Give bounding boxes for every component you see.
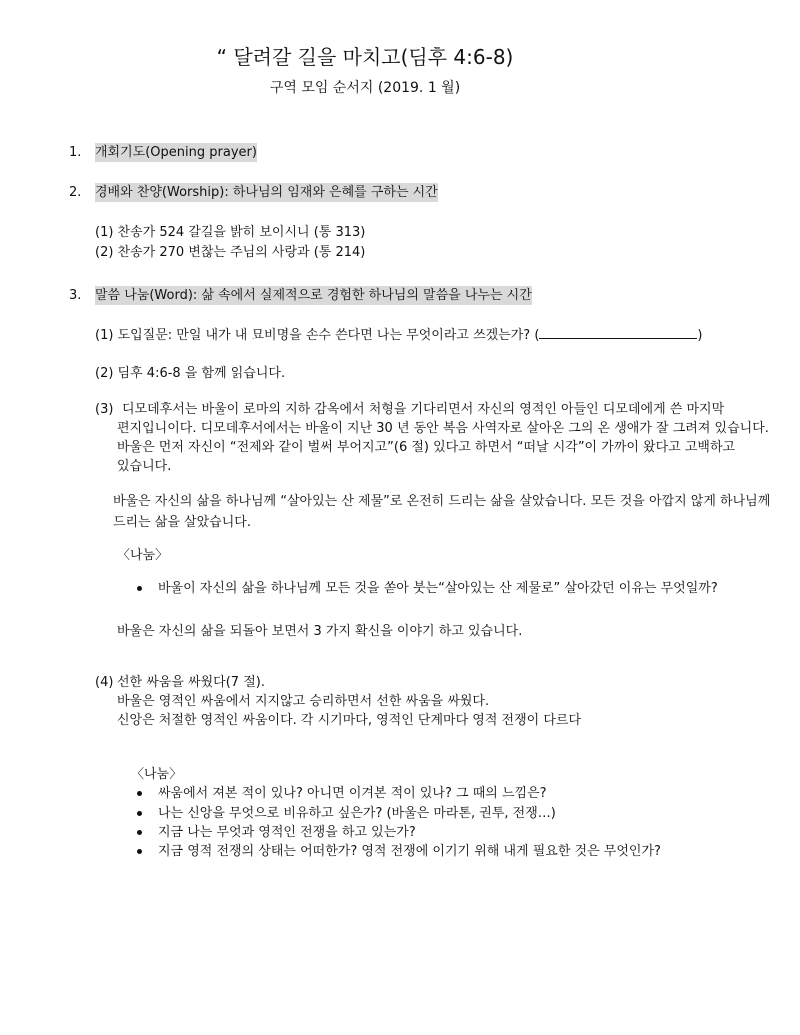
sharing-question: 바울이 자신의 삶을 하나님께 모든 것을 쏟아 붓는“살아있는 산 제물로” 살아갔던 이유는 무엇일까?	[158, 581, 718, 596]
paragraph-line: 선한 싸움을 싸웠다(7 절).	[117, 675, 265, 690]
bullet-icon	[137, 830, 142, 835]
paragraph-line: 디모데후서는 바울이 로마의 지하 감옥에서 처형을 기다리면서 자신의 영적인 아들인 디모데에게 쓴 마지막	[122, 402, 725, 417]
hymn-item: (2) 찬송가 270 변찮는 주님의 사랑과 (통 214)	[95, 245, 366, 260]
paragraph-line: 신앙은 처절한 영적인 싸움이다. 각 시기마다, 영적인 단계마다 영적 전쟁이 다르다	[117, 713, 582, 728]
section-heading: 말씀 나눔(Word): 삶 속에서 실제적으로 경험한 하나님의 말씀을 나누는 시간	[95, 288, 532, 303]
item-number: (4)	[95, 675, 114, 690]
answer-blank[interactable]	[539, 326, 697, 339]
intro-question	[95, 326, 702, 345]
section-number: 1.	[69, 145, 82, 160]
sharing-question: 지금 나는 무엇과 영적인 전쟁을 하고 있는가?	[158, 825, 416, 840]
bullet-icon	[137, 849, 142, 854]
paragraph-line: 바울은 자신의 삶을 하나님께 “살아있는 산 제물”로 온전히 드리는 삶을 살았습니다. 모든 것을 아깝지 않게 하나님께	[113, 494, 771, 509]
bullet-icon	[137, 586, 142, 591]
sharing-question: 나는 신앙을 무엇으로 비유하고 싶은가? (바울은 마라톤, 권투, 전쟁…)	[158, 806, 556, 821]
paragraph-line: 바울은 먼저 자신이 “전제와 같이 벌써 부어지고”(6 절) 있다고 하면서 “떠날 시각”이 가까이 왔다고 고백하고	[117, 440, 736, 455]
section-heading: 경배와 찬양(Worship): 하나님의 임재와 은혜를 구하는 시간	[95, 185, 438, 200]
paragraph-line: 바울은 자신의 삶을 되돌아 보면서 3 가지 확신을 이야기 하고 있습니다.	[117, 624, 523, 639]
paragraph-line: 드리는 삶을 살았습니다.	[113, 515, 251, 530]
paragraph-line: 바울은 영적인 싸움에서 지지않고 승리하면서 선한 싸움을 싸웠다.	[117, 694, 490, 709]
sharing-label: 〈나눔〉	[117, 548, 169, 563]
hymn-item: (1) 찬송가 524 갈길을 밝히 보이시니 (통 313)	[95, 225, 366, 240]
page-title: “ 달려갈 길을 마치고(딤후 4:6-8)	[216, 45, 514, 69]
section-number: 3.	[69, 288, 82, 303]
paragraph-line: 편지입니이다. 디모데후서에서는 바울이 지난 30 년 동안 복음 사역자로 살아온 그의 온 생애가 잘 그려져 있습니다.	[117, 421, 769, 436]
intro-question-close: )	[697, 328, 703, 343]
sharing-label: 〈나눔〉	[131, 767, 183, 782]
reading-instruction: (2) 딤후 4:6-8 을 함께 읽습니다.	[95, 366, 286, 381]
paragraph-line: 있습니다.	[117, 459, 172, 474]
bullet-icon	[137, 791, 142, 796]
sharing-question: 지금 영적 전쟁의 상태는 어떠한가? 영적 전쟁에 이기기 위해 내게 필요한 것은 무엇인가?	[158, 844, 661, 859]
section-heading: 개회기도(Opening prayer)	[95, 145, 257, 160]
page-subtitle: 구역 모임 순서지 (2019. 1 월)	[269, 80, 461, 96]
sharing-question: 싸움에서 져본 적이 있나? 아니면 이겨본 적이 있나? 그 때의 느낌은?	[158, 786, 547, 801]
intro-question-text: (1) 도입질문: 만일 내가 내 묘비명을 손수 쓴다면 나는 무엇이라고 쓰겠는가? (	[95, 328, 540, 343]
bullet-icon	[137, 811, 142, 816]
section-number: 2.	[69, 185, 82, 200]
item-number: (3)	[95, 402, 114, 417]
